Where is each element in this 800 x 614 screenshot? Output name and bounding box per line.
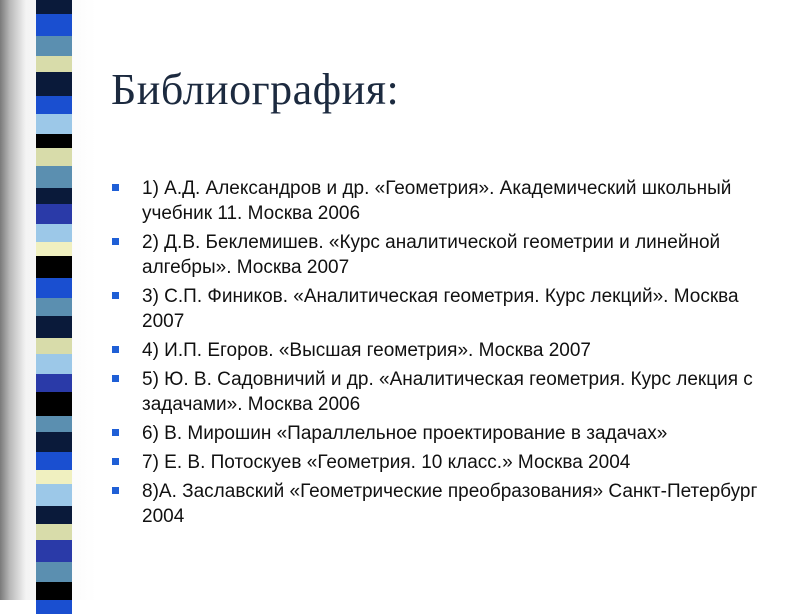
bibliography-item-5 bbox=[110, 367, 770, 417]
square-bullet-icon bbox=[112, 487, 119, 494]
bibliography-item-text: 2) Д.В. Беклемишев. «Курс аналитической геометрии и линейной алгебры». Москва 2007 bbox=[142, 232, 721, 278]
stripe-segment bbox=[36, 374, 72, 392]
slide-title: Библиография: bbox=[111, 65, 400, 114]
stripe-segment bbox=[36, 148, 72, 166]
stripe-segment bbox=[36, 316, 72, 338]
stripe-segment bbox=[36, 484, 72, 506]
stripe-segment bbox=[36, 540, 72, 562]
stripe-segment bbox=[36, 470, 72, 484]
square-bullet-icon bbox=[112, 238, 119, 245]
bibliography-list bbox=[110, 176, 770, 533]
stripe-segment bbox=[36, 14, 72, 36]
stripe-segment bbox=[36, 524, 72, 540]
bibliography-item-text: 8)А. Заславский «Геометрические преобразования» Санкт-Петербург 2004 bbox=[142, 481, 758, 527]
bibliography-item-text: 7) Е. В. Потоскуев «Геометрия. 10 класс.» Москва 2004 bbox=[142, 452, 631, 473]
stripe-segment bbox=[36, 56, 72, 72]
bibliography-item-text: 6) В. Мирошин «Параллельное проектирование в задачах» bbox=[142, 423, 668, 444]
stripe-segment bbox=[36, 392, 72, 416]
stripe-segment bbox=[36, 298, 72, 316]
bibliography-item-2 bbox=[110, 230, 770, 280]
stripe-segment bbox=[36, 114, 72, 134]
stripe-segment bbox=[36, 354, 72, 374]
square-bullet-icon bbox=[112, 429, 119, 436]
stripe-segment bbox=[36, 36, 72, 56]
stripe-segment bbox=[36, 166, 72, 188]
bibliography-item-text: 3) С.П. Фиников. «Аналитическая геометрия. Курс лекций». Москва 2007 bbox=[142, 286, 739, 332]
stripe-segment bbox=[36, 96, 72, 114]
stripe-segment bbox=[36, 600, 72, 614]
square-bullet-icon bbox=[112, 375, 119, 382]
square-bullet-icon bbox=[112, 346, 119, 353]
stripe-segment bbox=[36, 452, 72, 470]
stripe-segment bbox=[36, 224, 72, 242]
stripe-segment bbox=[36, 134, 72, 148]
bibliography-item-text: 1) А.Д. Александров и др. «Геометрия». Академический школьный учебник 11. Москва 2006 bbox=[142, 178, 732, 224]
bibliography-item-text: 4) И.П. Егоров. «Высшая геометрия». Москва 2007 bbox=[142, 340, 591, 361]
stripe-segment bbox=[36, 582, 72, 600]
bibliography-item-1 bbox=[110, 176, 770, 226]
bibliography-item-3 bbox=[110, 284, 770, 334]
square-bullet-icon bbox=[112, 292, 119, 299]
bibliography-item-7 bbox=[110, 450, 770, 475]
bibliography-item-text: 5) Ю. В. Садовничий и др. «Аналитическая геометрия. Курс лекция с задачами». Москва 2006 bbox=[142, 369, 753, 415]
stripe-segment bbox=[36, 242, 72, 256]
stripe-segment bbox=[36, 432, 72, 452]
square-bullet-icon bbox=[112, 458, 119, 465]
stripe-segment bbox=[36, 506, 72, 524]
bibliography-item-4 bbox=[110, 338, 770, 363]
stripe-segment bbox=[36, 204, 72, 224]
stripe-segment bbox=[36, 562, 72, 582]
bibliography-item-8 bbox=[110, 479, 770, 529]
bibliography-item-6 bbox=[110, 421, 770, 446]
stripe-segment bbox=[36, 256, 72, 278]
square-bullet-icon bbox=[112, 184, 119, 191]
stripe-segment bbox=[36, 338, 72, 354]
stripe-segment bbox=[36, 278, 72, 298]
stripe-segment bbox=[36, 416, 72, 432]
striped-bar-decoration bbox=[36, 0, 72, 600]
stripe-segment bbox=[36, 0, 72, 14]
stripe-segment bbox=[36, 72, 72, 96]
stripe-segment bbox=[36, 188, 72, 204]
